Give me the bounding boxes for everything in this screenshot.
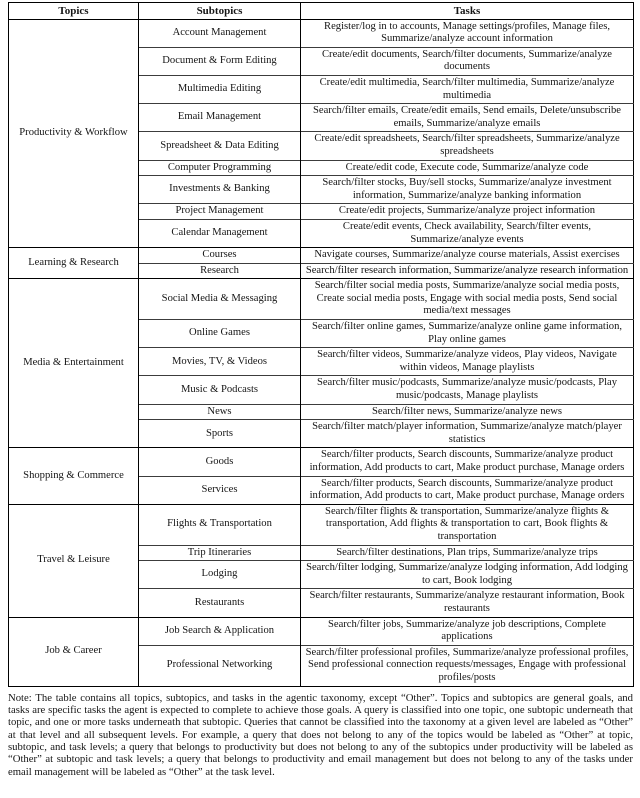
tasks-cell: Search/filter flights & transportation, Summarize/analyze flights & transportation, Add flights & transportation to cart, Book flights & transportation xyxy=(301,504,634,545)
tasks-cell: Create/edit projects, Summarize/analyze project information xyxy=(301,204,634,220)
header-topics: Topics xyxy=(9,3,139,20)
tasks-cell: Search/filter news, Summarize/analyze news xyxy=(301,404,634,420)
subtopic-cell: News xyxy=(139,404,301,420)
table-row xyxy=(9,448,634,476)
subtopic-cell: Flights & Transportation xyxy=(139,504,301,545)
tasks-cell: Search/filter professional profiles, Summarize/analyze professional profiles, Send professional connection requests/messages, Engage with professional profiles/posts xyxy=(301,645,634,686)
tasks-cell: Search/filter match/player information, Summarize/analyze match/player statistics xyxy=(301,420,634,448)
tasks-cell: Search/filter jobs, Summarize/analyze job descriptions, Complete applications xyxy=(301,617,634,645)
subtopic-cell: Account Management xyxy=(139,19,301,47)
tasks-cell: Navigate courses, Summarize/analyze course materials, Assist exercises xyxy=(301,248,634,264)
tasks-cell: Create/edit code, Execute code, Summarize/analyze code xyxy=(301,160,634,176)
taxonomy-table xyxy=(8,2,634,687)
tasks-cell: Create/edit documents, Search/filter documents, Summarize/analyze documents xyxy=(301,47,634,75)
tasks-cell: Search/filter lodging, Summarize/analyze lodging information, Add lodging to cart, Book lodging xyxy=(301,561,634,589)
tasks-cell: Create/edit multimedia, Search/filter multimedia, Summarize/analyze multimedia xyxy=(301,75,634,103)
tasks-cell: Search/filter emails, Create/edit emails, Send emails, Delete/unsubscribe emails, Summarize/analyze emails xyxy=(301,104,634,132)
subtopic-cell: Online Games xyxy=(139,320,301,348)
header-tasks: Tasks xyxy=(301,3,634,20)
subtopic-cell: Email Management xyxy=(139,104,301,132)
tasks-cell: Search/filter social media posts, Summarize/analyze social media posts, Create social media posts, Engage with social media posts, Send social media/text messages xyxy=(301,279,634,320)
tasks-cell: Search/filter destinations, Plan trips, Summarize/analyze trips xyxy=(301,545,634,561)
subtopic-cell: Trip Itineraries xyxy=(139,545,301,561)
subtopic-cell: Sports xyxy=(139,420,301,448)
tasks-cell: Search/filter restaurants, Summarize/analyze restaurant information, Book restaurants xyxy=(301,589,634,617)
subtopic-cell: Calendar Management xyxy=(139,219,301,247)
topic-cell: Media & Entertainment xyxy=(9,279,139,448)
subtopic-cell: Document & Form Editing xyxy=(139,47,301,75)
topic-cell: Travel & Leisure xyxy=(9,504,139,617)
tasks-cell: Search/filter music/podcasts, Summarize/analyze music/podcasts, Play music/podcasts, Manage playlists xyxy=(301,376,634,404)
taxonomy-table-body xyxy=(9,19,634,686)
subtopic-cell: Social Media & Messaging xyxy=(139,279,301,320)
table-row xyxy=(9,19,634,47)
topic-cell: Job & Career xyxy=(9,617,139,686)
subtopic-cell: Multimedia Editing xyxy=(139,75,301,103)
header-row xyxy=(9,3,634,20)
tasks-cell: Search/filter research information, Summarize/analyze research information xyxy=(301,263,634,279)
subtopic-cell: Project Management xyxy=(139,204,301,220)
table-row xyxy=(9,279,634,320)
subtopic-cell: Goods xyxy=(139,448,301,476)
tasks-cell: Search/filter products, Search discounts, Summarize/analyze product information, Add products to cart, Make product purchase, Manage orders xyxy=(301,476,634,504)
subtopic-cell: Job Search & Application xyxy=(139,617,301,645)
tasks-cell: Search/filter stocks, Buy/sell stocks, Summarize/analyze investment information, Summarize/analyze banking information xyxy=(301,176,634,204)
subtopic-cell: Spreadsheet & Data Editing xyxy=(139,132,301,160)
table-row xyxy=(9,504,634,545)
topic-cell: Learning & Research xyxy=(9,248,139,279)
subtopic-cell: Music & Podcasts xyxy=(139,376,301,404)
tasks-cell: Create/edit spreadsheets, Search/filter spreadsheets, Summarize/analyze spreadsheets xyxy=(301,132,634,160)
tasks-cell: Search/filter products, Search discounts, Summarize/analyze product information, Add products to cart, Make product purchase, Manage orders xyxy=(301,448,634,476)
subtopic-cell: Movies, TV, & Videos xyxy=(139,348,301,376)
table-row xyxy=(9,617,634,645)
tasks-cell: Search/filter videos, Summarize/analyze videos, Play videos, Navigate within videos, Manage playlists xyxy=(301,348,634,376)
tasks-cell: Search/filter online games, Summarize/analyze online game information, Play online games xyxy=(301,320,634,348)
topic-cell: Shopping & Commerce xyxy=(9,448,139,504)
table-note: Note: The table contains all topics, subtopics, and tasks in the agentic taxonomy, except “Other”. Topics and subtopics are general goals, and tasks are specific tasks the agent is expected to complete to achieve those goals. A query is classified into one topic, one subtopic underneath that topic, and one or more tasks underneath that subtopic. Queries that cannot be classified into the taxonomy at a given level are labeled as “Other” at that level and all subsequent levels. For example, a query that does not belong to any of the topics would be labeled as “Other” at topic, subtopic, and task levels; a query that belongs to productivity but does not belong to any of the subtopics under productivity will be labeled as “Other” at subtopic and task levels; a query that belongs to productivity and email management but does not belong to any of the tasks under email management will be labeled as “Other” at the task level. xyxy=(8,691,633,778)
subtopic-cell: Restaurants xyxy=(139,589,301,617)
subtopic-cell: Lodging xyxy=(139,561,301,589)
tasks-cell: Register/log in to accounts, Manage settings/profiles, Manage files, Summarize/analyze account information xyxy=(324,20,610,45)
subtopic-cell: Computer Programming xyxy=(139,160,301,176)
topic-cell: Productivity & Workflow xyxy=(9,19,139,248)
subtopic-cell: Investments & Banking xyxy=(139,176,301,204)
subtopic-cell: Professional Networking xyxy=(139,645,301,686)
tasks-cell: Create/edit events, Check availability, Search/filter events, Summarize/analyze events xyxy=(301,219,634,247)
subtopic-cell: Courses xyxy=(139,248,301,264)
table-header xyxy=(9,3,634,20)
table-row xyxy=(9,248,634,264)
subtopic-cell: Services xyxy=(139,476,301,504)
subtopic-cell: Research xyxy=(139,263,301,279)
header-subtopics: Subtopics xyxy=(139,3,301,20)
